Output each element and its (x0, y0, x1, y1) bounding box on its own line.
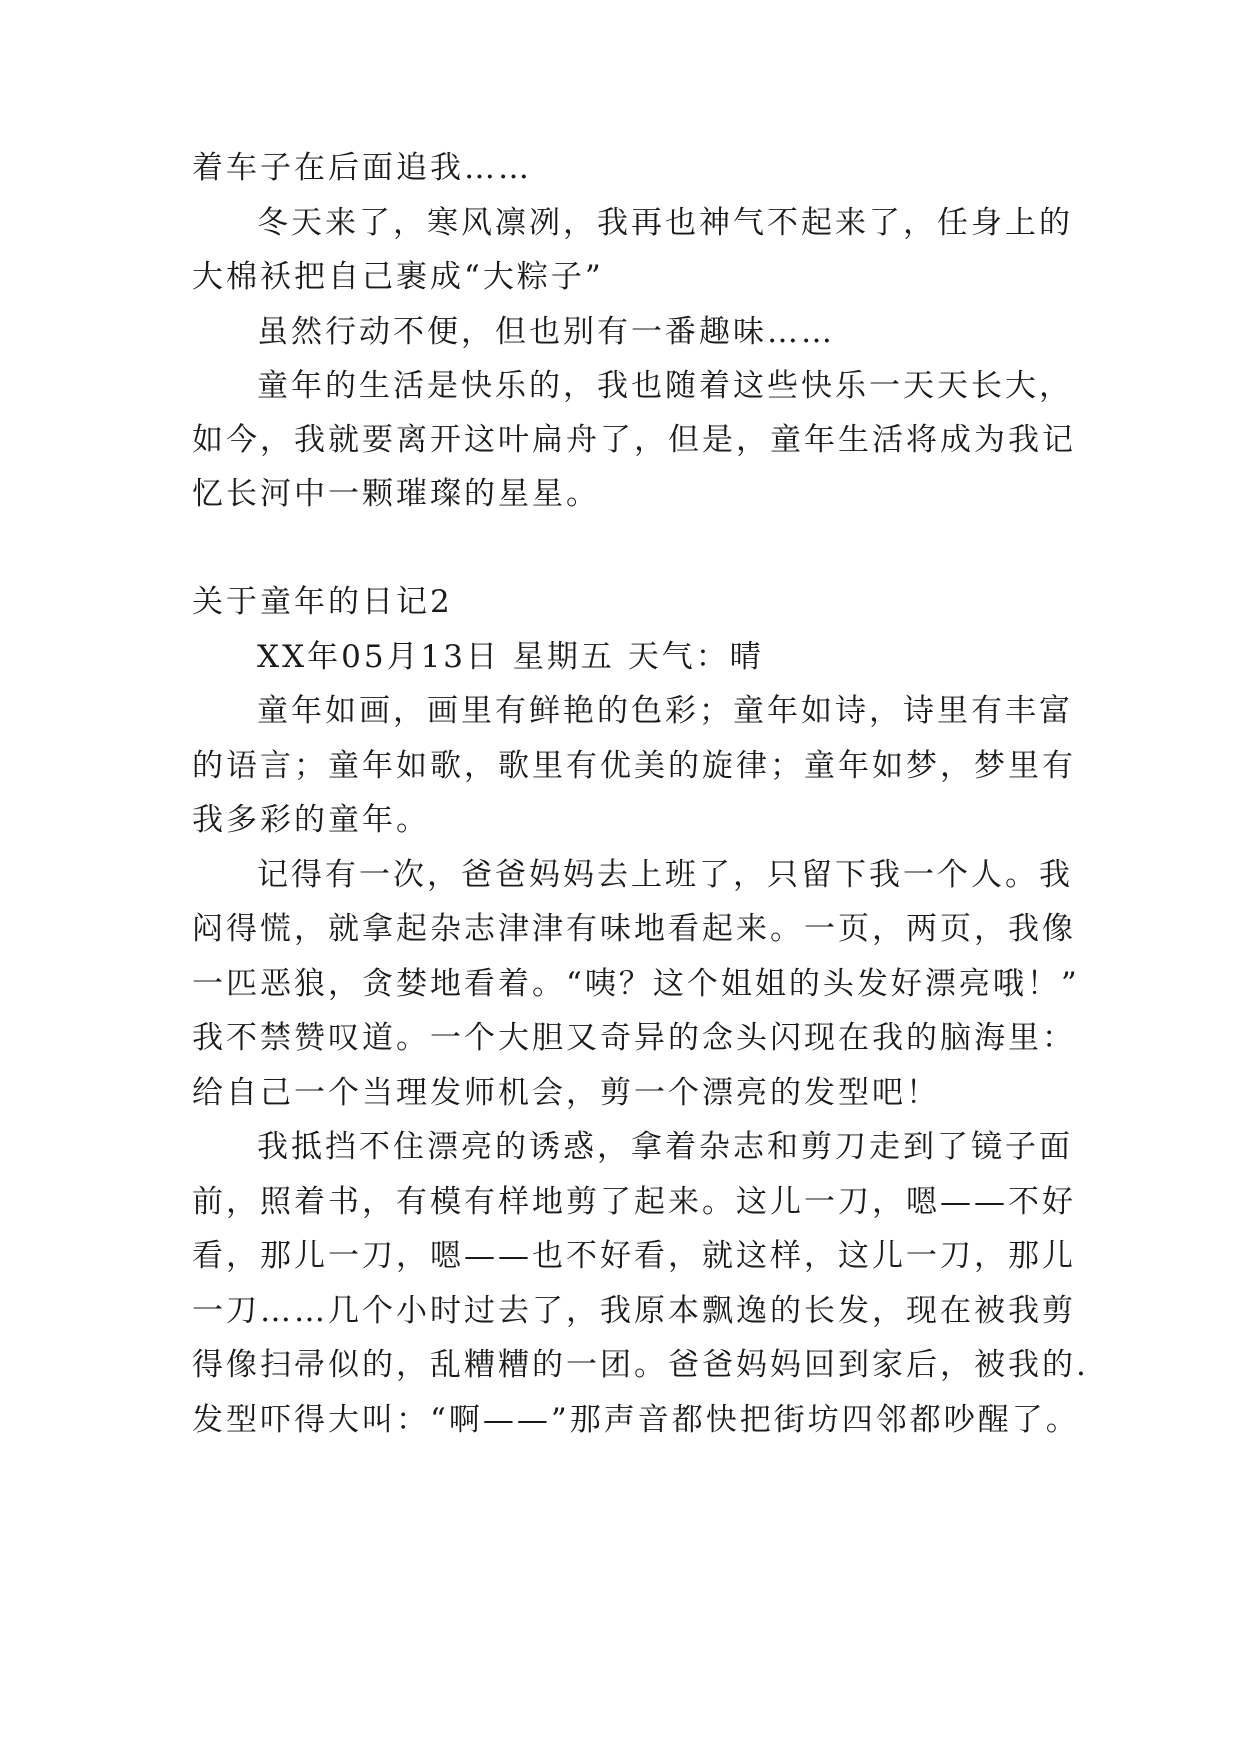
section-heading: 关于童年的日记2 (192, 584, 453, 620)
text-line: 童年如画，画里有鲜艳的色彩；童年如诗，诗里有丰富 (257, 693, 1073, 729)
text-line: 记得有一次，爸爸妈妈去上班了，只留下我一个人。我 (257, 857, 1073, 893)
text-line: 我不禁赞叹道。一个大胆又奇异的念头闪现在我的脑海里： (192, 1020, 1076, 1056)
text-line: 发型吓得大叫：“啊——”那声音都快把街坊四邻都吵醒了。 (192, 1402, 1080, 1438)
text-line: 大棉袄把自己裹成“大粽子” (192, 259, 604, 295)
text-line: 闷得慌，就拿起杂志津津有味地看起来。一页，两页，我像 (192, 911, 1076, 947)
text-line: 冬天来了，寒风凛冽，我再也神气不起来了，任身上的 (257, 205, 1073, 241)
text-line: 忆长河中一颗璀璨的星星。 (192, 476, 600, 512)
text-line: 前，照着书，有模有样地剪了起来。这儿一刀，嗯——不好 (192, 1184, 1076, 1220)
text-line: 童年的生活是快乐的，我也随着这些快乐一天天长大， (257, 368, 1073, 404)
text-line: 着车子在后面追我…… (192, 150, 532, 186)
text-line: 看，那儿一刀，嗯——也不好看，就这样，这儿一刀，那儿 (192, 1238, 1076, 1274)
text-line: 给自己一个当理发师机会，剪一个漂亮的发型吧！ (192, 1075, 940, 1111)
text-line: 如今，我就要离开这叶扁舟了，但是，童年生活将成为我记 (192, 422, 1076, 458)
text-line: 我多彩的童年。 (192, 802, 430, 838)
date-weather-line: XX年05月13日 星期五 天气：晴 (257, 639, 764, 675)
text-line: 得像扫帚似的，乱糟糟的一团。爸爸妈妈回到家后，被我的. (192, 1347, 1089, 1383)
text-line: 虽然行动不便，但也别有一番趣味…… (257, 314, 835, 350)
text-line: 我抵挡不住漂亮的诱惑，拿着杂志和剪刀走到了镜子面 (257, 1129, 1073, 1165)
text-line: 的语言；童年如歌，歌里有优美的旋律；童年如梦，梦里有 (192, 748, 1076, 784)
text-line: 一刀……几个小时过去了，我原本飘逸的长发，现在被我剪 (192, 1293, 1076, 1329)
text-line: 一匹恶狼，贪婪地看着。“咦？这个姐姐的头发好漂亮哦！” (192, 966, 1080, 1002)
